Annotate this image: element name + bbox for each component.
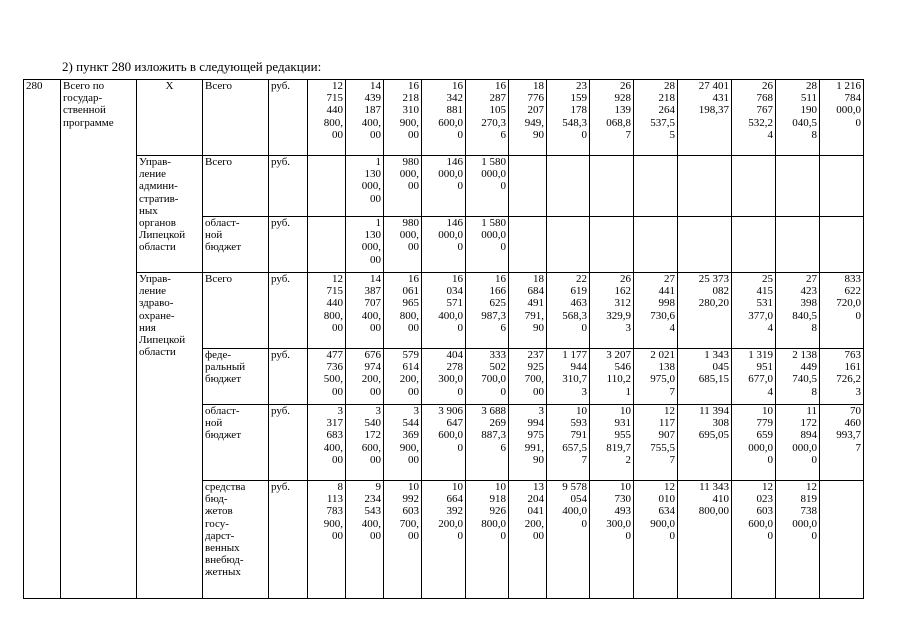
funding-source-cell-text: Всего xyxy=(205,156,232,168)
value-cell xyxy=(732,80,776,156)
funding-source-cell-text: област- ной бюджет xyxy=(205,217,241,254)
value-cell-text: 833 622 720,0 0 xyxy=(836,273,861,322)
value-cell-text: 18 684 491 791, 90 xyxy=(524,273,544,334)
value-cell xyxy=(346,349,384,405)
value-cell xyxy=(346,481,384,599)
value-cell xyxy=(547,481,590,599)
value-cell-text: 1 580 000,0 0 xyxy=(481,156,506,193)
value-cell-text: 3 688 269 887,3 6 xyxy=(481,405,506,454)
unit-cell xyxy=(269,273,308,349)
value-cell xyxy=(466,80,509,156)
value-cell-text: 1 319 951 677,0 4 xyxy=(748,349,773,398)
value-cell xyxy=(422,273,466,349)
value-cell xyxy=(308,481,346,599)
value-cell-text: 333 502 700,0 0 xyxy=(481,349,506,398)
value-cell xyxy=(384,405,422,481)
value-cell xyxy=(732,217,776,273)
executor-cell xyxy=(137,80,203,156)
value-cell xyxy=(634,80,678,156)
value-cell xyxy=(776,156,820,217)
value-cell-text: 27 423 398 840,5 8 xyxy=(792,273,817,334)
executor-cell-text: Управ- ление админи- стратив- ных органов Липецкой области xyxy=(139,156,186,254)
value-cell xyxy=(590,481,634,599)
value-cell-text: 25 415 531 377,0 4 xyxy=(748,273,773,334)
value-cell-text: 763 161 726,2 3 xyxy=(836,349,861,398)
value-cell-text: 28 218 264 537,5 5 xyxy=(650,80,675,141)
value-cell xyxy=(346,156,384,217)
unit-cell xyxy=(269,217,308,273)
value-cell-text: 16 061 965 800, 00 xyxy=(399,273,419,334)
value-cell xyxy=(820,217,864,273)
executor-cell-text: X xyxy=(165,80,174,92)
value-cell-text: 70 460 993,7 7 xyxy=(836,405,861,454)
value-cell xyxy=(346,273,384,349)
value-cell xyxy=(547,156,590,217)
value-cell xyxy=(678,217,732,273)
value-cell xyxy=(820,156,864,217)
value-cell-text: 12 023 603 600,0 0 xyxy=(748,481,773,542)
value-cell xyxy=(634,217,678,273)
value-cell xyxy=(776,80,820,156)
value-cell-text: 10 730 493 300,0 0 xyxy=(606,481,631,542)
value-cell-text: 3 317 683 400, 00 xyxy=(323,405,343,466)
value-cell-text: 1 216 784 000,0 0 xyxy=(836,80,861,129)
value-cell-text: 12 117 907 755,5 7 xyxy=(650,405,675,466)
value-cell xyxy=(634,349,678,405)
value-cell xyxy=(634,405,678,481)
value-cell-text: 27 401 431 198,37 xyxy=(698,80,729,117)
value-cell xyxy=(346,405,384,481)
value-cell xyxy=(422,156,466,217)
item-name-cell xyxy=(61,80,137,599)
unit-cell xyxy=(269,405,308,481)
unit-cell xyxy=(269,481,308,599)
value-cell xyxy=(678,273,732,349)
value-cell xyxy=(308,156,346,217)
funding-source-cell-text: феде- ральный бюджет xyxy=(205,349,246,386)
value-cell xyxy=(308,217,346,273)
funding-source-cell-text: Всего xyxy=(205,80,232,92)
value-cell-text: 1 130 000, 00 xyxy=(361,156,381,205)
value-cell xyxy=(590,349,634,405)
value-cell xyxy=(590,217,634,273)
unit-cell-text: руб. xyxy=(271,349,291,361)
value-cell-text: 10 779 659 000,0 0 xyxy=(748,405,773,466)
value-cell-text: 8 113 783 900, 00 xyxy=(323,481,343,542)
value-cell-text: 404 278 300,0 0 xyxy=(438,349,463,398)
value-cell xyxy=(634,273,678,349)
value-cell-text: 27 441 998 730,6 4 xyxy=(650,273,675,334)
value-cell-text: 26 768 767 532,2 4 xyxy=(748,80,773,141)
value-cell xyxy=(590,273,634,349)
value-cell xyxy=(547,80,590,156)
value-cell xyxy=(422,80,466,156)
value-cell xyxy=(678,349,732,405)
funding-source-cell xyxy=(203,481,269,599)
value-cell xyxy=(634,481,678,599)
value-cell-text: 11 343 410 800,00 xyxy=(698,481,729,518)
value-cell xyxy=(776,273,820,349)
value-cell-text: 16 218 310 900, 00 xyxy=(399,80,419,141)
value-cell xyxy=(732,273,776,349)
value-cell xyxy=(466,273,509,349)
value-cell xyxy=(547,217,590,273)
funding-source-cell xyxy=(203,273,269,349)
value-cell-text: 12 715 440 800, 00 xyxy=(323,273,343,334)
value-cell-text: 10 593 791 657,5 7 xyxy=(562,405,587,466)
funding-source-cell xyxy=(203,405,269,481)
value-cell-text: 980 000, 00 xyxy=(399,217,419,254)
unit-cell-text: руб. xyxy=(271,405,291,417)
table-row xyxy=(24,80,864,156)
value-cell-text: 23 159 178 548,3 0 xyxy=(562,80,587,141)
value-cell-text: 28 511 190 040,5 8 xyxy=(792,80,817,141)
value-cell-text: 9 578 054 400,0 0 xyxy=(562,481,587,530)
value-cell-text: 14 387 707 400, 00 xyxy=(361,273,381,334)
item-name-cell-text: Всего по государ- ственной программе xyxy=(63,80,114,129)
value-cell xyxy=(422,481,466,599)
value-cell-text: 3 994 975 991, 90 xyxy=(524,405,544,466)
value-cell-text: 26 162 312 329,9 3 xyxy=(606,273,631,334)
value-cell-text: 9 234 543 400, 00 xyxy=(361,481,381,542)
value-cell-text: 3 207 546 110,2 1 xyxy=(606,349,631,398)
value-cell xyxy=(634,156,678,217)
value-cell-text: 579 614 200, 00 xyxy=(399,349,419,398)
value-cell-text: 237 925 700, 00 xyxy=(524,349,544,398)
value-cell-text: 980 000, 00 xyxy=(399,156,419,193)
funding-source-cell xyxy=(203,156,269,217)
value-cell xyxy=(422,217,466,273)
value-cell xyxy=(678,481,732,599)
value-cell-text: 146 000,0 0 xyxy=(438,156,463,193)
value-cell xyxy=(820,80,864,156)
value-cell-text: 477 736 500, 00 xyxy=(323,349,343,398)
value-cell-text: 10 664 392 200,0 0 xyxy=(438,481,463,542)
funding-source-cell-text: средства бюд- жетов госу- дарст- венных внебюд- жетных xyxy=(205,481,246,579)
value-cell xyxy=(466,349,509,405)
value-cell-text: 12 819 738 000,0 0 xyxy=(792,481,817,542)
table-row xyxy=(24,273,864,349)
value-cell xyxy=(384,80,422,156)
value-cell-text: 10 931 955 819,7 2 xyxy=(606,405,631,466)
value-cell-text: 676 974 200, 00 xyxy=(361,349,381,398)
value-cell xyxy=(590,156,634,217)
value-cell xyxy=(466,481,509,599)
value-cell-text: 1 580 000,0 0 xyxy=(481,217,506,254)
value-cell xyxy=(384,349,422,405)
value-cell xyxy=(308,405,346,481)
executor-cell xyxy=(137,156,203,273)
value-cell xyxy=(384,156,422,217)
value-cell xyxy=(732,405,776,481)
value-cell-text: 2 138 449 740,5 8 xyxy=(792,349,817,398)
value-cell xyxy=(509,273,547,349)
value-cell xyxy=(547,273,590,349)
value-cell-text: 146 000,0 0 xyxy=(438,217,463,254)
value-cell xyxy=(466,156,509,217)
executor-cell-text: Управ- ление здраво- охране- ния Липецкой области xyxy=(139,273,186,359)
program-funding-table xyxy=(23,79,864,599)
value-cell-text: 1 130 000, 00 xyxy=(361,217,381,266)
funding-source-cell xyxy=(203,217,269,273)
value-cell-text: 12 715 440 800, 00 xyxy=(323,80,343,141)
value-cell-text: 18 776 207 949, 90 xyxy=(524,80,544,141)
value-cell xyxy=(422,349,466,405)
value-cell xyxy=(820,481,864,599)
value-cell-text: 1 343 045 685,15 xyxy=(698,349,729,386)
value-cell xyxy=(509,156,547,217)
unit-cell xyxy=(269,349,308,405)
value-cell-text: 16 034 571 400,0 0 xyxy=(438,273,463,334)
unit-cell xyxy=(269,156,308,217)
value-cell-text: 11 172 894 000,0 0 xyxy=(792,405,817,466)
row-number-cell-text: 280 xyxy=(26,80,43,92)
executor-cell xyxy=(137,273,203,599)
value-cell xyxy=(509,349,547,405)
value-cell-text: 13 204 041 200, 00 xyxy=(524,481,544,542)
value-cell xyxy=(509,405,547,481)
value-cell-text: 16 342 881 600,0 0 xyxy=(438,80,463,141)
value-cell-text: 10 992 603 700, 00 xyxy=(399,481,419,542)
value-cell xyxy=(590,405,634,481)
table-row xyxy=(24,156,864,217)
value-cell xyxy=(308,273,346,349)
value-cell-text: 2 021 138 975,0 7 xyxy=(650,349,675,398)
value-cell-text: 3 906 647 600,0 0 xyxy=(438,405,463,454)
value-cell xyxy=(509,80,547,156)
value-cell xyxy=(384,217,422,273)
value-cell xyxy=(678,405,732,481)
value-cell xyxy=(308,349,346,405)
value-cell xyxy=(509,217,547,273)
value-cell xyxy=(547,405,590,481)
value-cell-text: 26 928 139 068,8 7 xyxy=(606,80,631,141)
funding-source-cell-text: област- ной бюджет xyxy=(205,405,241,442)
unit-cell-text: руб. xyxy=(271,80,291,92)
value-cell xyxy=(820,349,864,405)
value-cell-text: 3 540 172 600, 00 xyxy=(361,405,381,466)
value-cell-text: 10 918 926 800,0 0 xyxy=(481,481,506,542)
value-cell xyxy=(820,273,864,349)
value-cell xyxy=(820,405,864,481)
value-cell-text: 14 439 187 400, 00 xyxy=(361,80,381,141)
value-cell-text: 11 394 308 695,05 xyxy=(698,405,729,442)
value-cell xyxy=(776,405,820,481)
value-cell-text: 22 619 463 568,3 0 xyxy=(562,273,587,334)
value-cell-text: 12 010 634 900,0 0 xyxy=(650,481,675,542)
row-number-cell xyxy=(24,80,61,599)
value-cell-text: 3 544 369 900, 00 xyxy=(399,405,419,466)
value-cell xyxy=(732,349,776,405)
value-cell xyxy=(384,481,422,599)
value-cell xyxy=(422,405,466,481)
unit-cell xyxy=(269,80,308,156)
value-cell xyxy=(384,273,422,349)
value-cell xyxy=(732,481,776,599)
unit-cell-text: руб. xyxy=(271,156,291,168)
value-cell xyxy=(308,80,346,156)
funding-source-cell xyxy=(203,349,269,405)
funding-source-cell xyxy=(203,80,269,156)
amendment-heading: 2) пункт 280 изложить в следующей редакции: xyxy=(62,59,322,74)
unit-cell-text: руб. xyxy=(271,217,291,229)
value-cell xyxy=(732,156,776,217)
value-cell-text: 16 287 105 270,3 6 xyxy=(481,80,506,141)
value-cell-text: 16 166 625 987,3 6 xyxy=(481,273,506,334)
value-cell xyxy=(776,217,820,273)
value-cell xyxy=(509,481,547,599)
value-cell xyxy=(346,217,384,273)
value-cell xyxy=(776,349,820,405)
value-cell xyxy=(678,156,732,217)
funding-source-cell-text: Всего xyxy=(205,273,232,285)
value-cell xyxy=(776,481,820,599)
value-cell xyxy=(678,80,732,156)
value-cell xyxy=(590,80,634,156)
value-cell xyxy=(466,217,509,273)
value-cell xyxy=(346,80,384,156)
value-cell xyxy=(547,349,590,405)
value-cell-text: 1 177 944 310,7 3 xyxy=(562,349,587,398)
unit-cell-text: руб. xyxy=(271,273,291,285)
value-cell xyxy=(466,405,509,481)
value-cell-text: 25 373 082 280,20 xyxy=(698,273,729,310)
unit-cell-text: руб. xyxy=(271,481,291,493)
